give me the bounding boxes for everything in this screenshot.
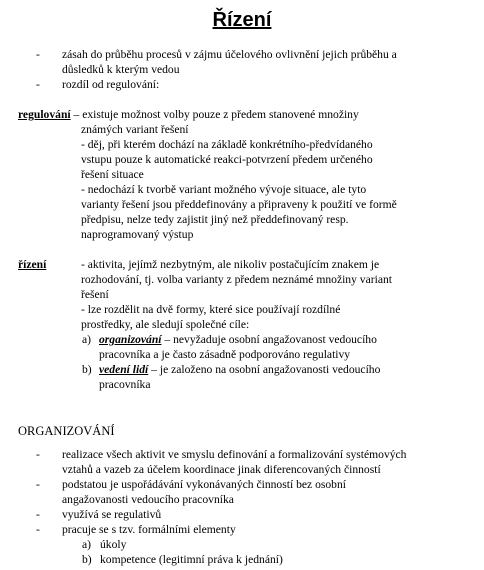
form-organizovani <box>99 333 377 348</box>
org-subitem-marker: a) <box>82 538 92 551</box>
bullet-dash: - <box>36 478 40 491</box>
page-title: Řízení <box>212 9 272 31</box>
rizeni-line: - lze rozdělit na dvě formy, které sice používají rozdílné <box>81 303 341 316</box>
rizeni-line: prostředky, ale sledují společné cíle: <box>81 318 250 331</box>
form-marker: a) <box>82 333 92 346</box>
rizeni-term: řízení <box>18 258 47 271</box>
regulovani-line: řešení situace <box>81 168 144 181</box>
regulovani-line: předpisu, nelze tedy zajistit jiný než předdefinovaný resp. <box>81 213 349 226</box>
rizeni-line: - aktivita, jejímž nezbytným, ale nikoliv postačujícím znakem je <box>81 258 380 271</box>
form-term: vedení lidí <box>99 363 149 376</box>
form-text: – nevyžaduje osobní angažovanost vedoucího <box>161 333 377 346</box>
regulovani-line: - nedochází k tvorbě variant možného vývoje situace, ale tyto <box>81 183 367 196</box>
intro-item-2: rozdíl od regulování: <box>62 78 160 91</box>
bullet-dash: - <box>36 48 40 61</box>
org-item-line: pracuje se s tzv. formálními elementy <box>62 523 236 536</box>
regulovani-line: naprogramovaný výstup <box>81 228 194 241</box>
org-item-line: realizace všech aktivit ve smyslu definování a formalizování systémových <box>62 448 407 461</box>
org-item-line: angažovanosti vedoucího pracovníka <box>62 493 234 506</box>
bullet-dash: - <box>36 448 40 461</box>
regulovani-line: známých variant řešení <box>81 123 189 136</box>
org-item-line: podstatou je uspořádávání vykonávaných činností bez osobní <box>62 478 346 491</box>
rizeni-line: řešení <box>81 288 109 301</box>
bullet-dash: - <box>36 508 40 521</box>
intro-item-1-line-1: zásah do průběhu procesů v zájmu účelového ovlivnění jejich průběhu a <box>62 48 397 61</box>
bullet-dash: - <box>36 78 40 91</box>
intro-item-1-line-2: důsledků k kterým vedou <box>62 63 180 76</box>
org-subitem-text: kompetence (legitimní práva k jednání) <box>100 553 283 566</box>
org-item-line: využívá se regulativů <box>62 508 162 521</box>
form-text: – je založeno na osobní angažovanosti vedoucího <box>148 363 381 376</box>
org-subitem-text: úkoly <box>100 538 127 551</box>
regulovani-line: - děj, při kterém dochází na základě konkrétního-předvídaného <box>81 138 373 151</box>
regulovani-first-line <box>18 108 359 123</box>
form-marker: b) <box>82 363 92 376</box>
form-vedeni-lidi <box>99 363 380 378</box>
org-subitem-marker: b) <box>82 553 92 566</box>
organizovani-heading: ORGANIZOVÁNÍ <box>18 424 115 438</box>
form-continuation: pracovníka <box>99 378 151 391</box>
regulovani-line: varianty řešení jsou předdefinovány a připraveny k použití ve formě <box>81 198 397 211</box>
form-term: organizování <box>99 333 162 346</box>
form-continuation: pracovníka a je často zásadně podporováno regulativy <box>99 348 351 361</box>
org-item-line: vztahů a vazeb za účelem koordinace jinak diferencovaných činností <box>62 463 381 476</box>
regulovani-term: regulování <box>18 108 71 121</box>
rizeni-line: rozhodování, tj. volba varianty z předem neznámé množiny variant <box>81 273 392 286</box>
bullet-dash: - <box>36 523 40 536</box>
regulovani-definition: – existuje možnost volby pouze z předem stanovené množiny <box>73 108 359 121</box>
regulovani-line: vstupu pouze k automatické reakci-potvrzení předem určeného <box>81 153 373 166</box>
